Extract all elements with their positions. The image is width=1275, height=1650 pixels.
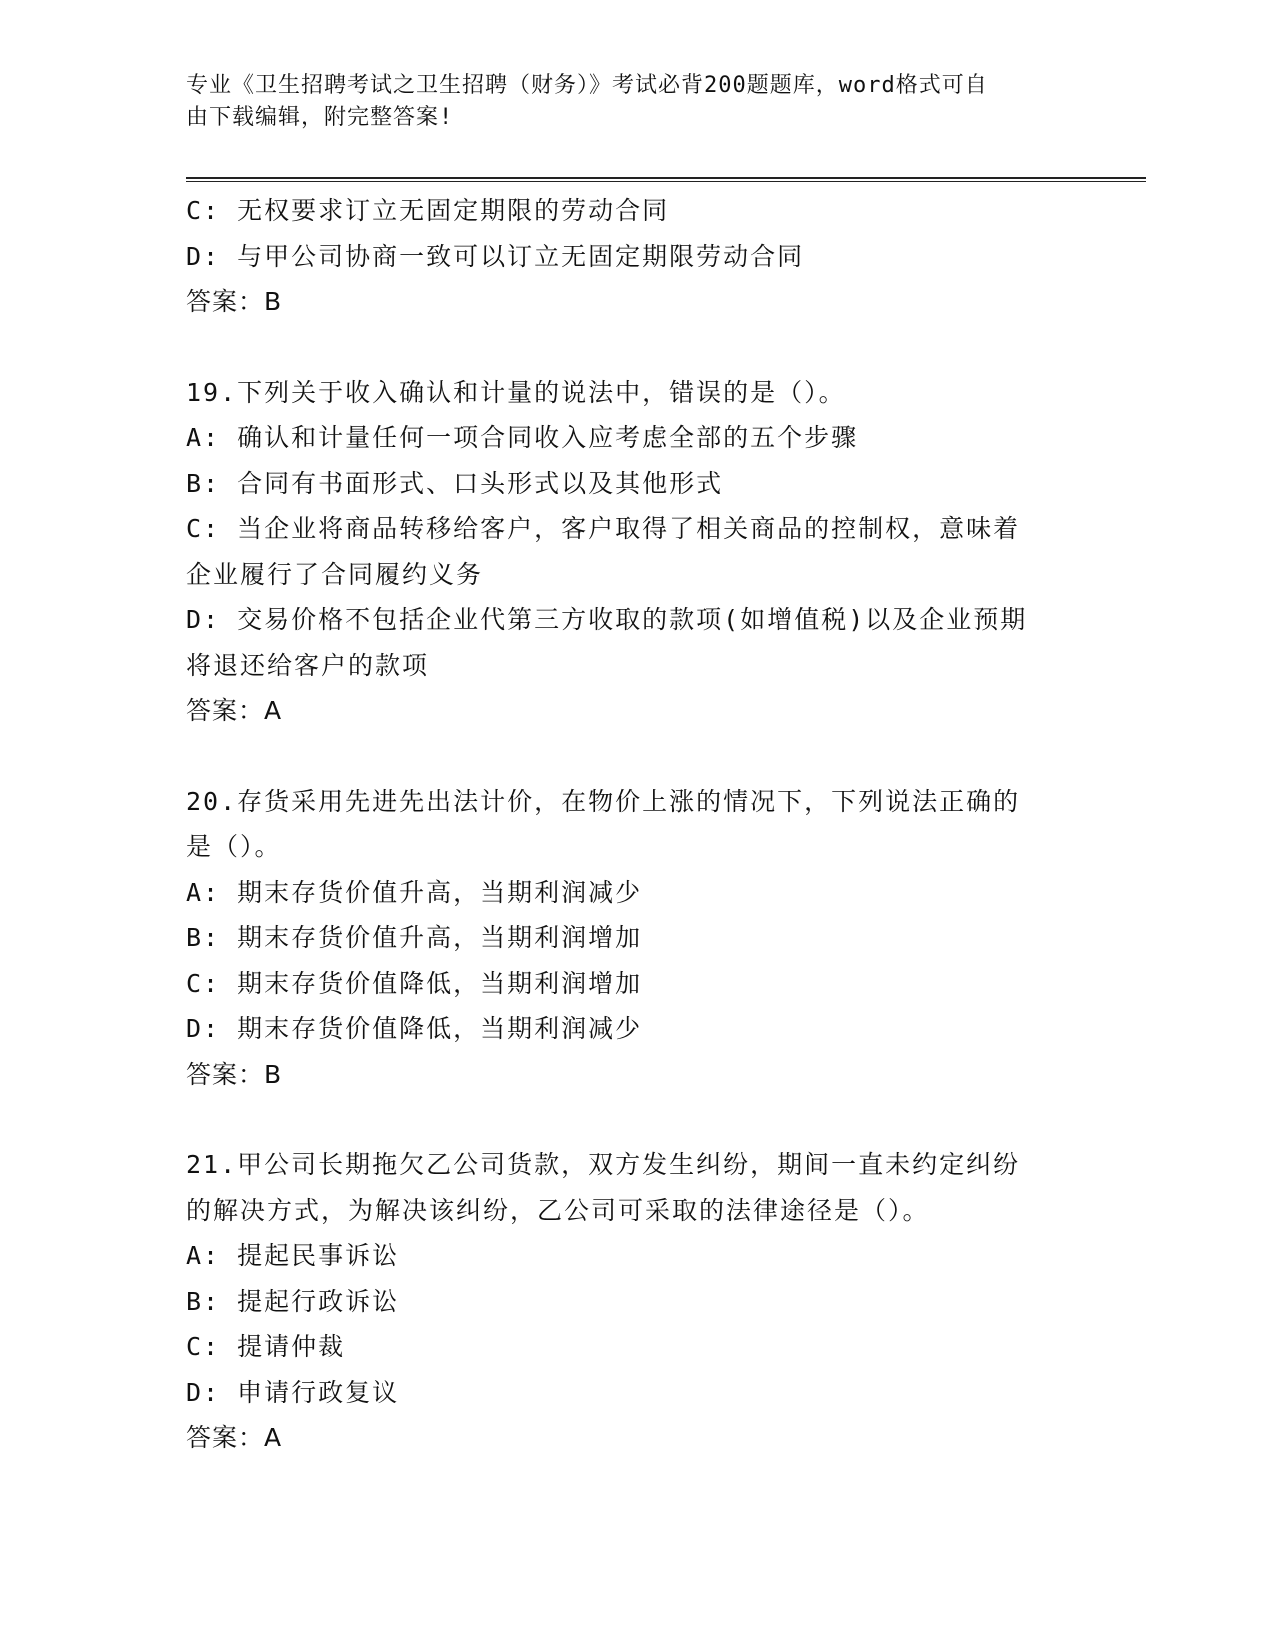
q18-option-c: C: 无权要求订立无固定期限的劳动合同 [186,196,670,225]
q21-option-b: B: 提起行政诉讼 [186,1286,400,1316]
header-line-1: 专业《卫生招聘考试之卫生招聘（财务）》考试必背200题题库，word格式可自 [186,73,988,98]
spacer [186,1097,1076,1142]
q20-option-d: D: 期末存货价值降低，当期利润减少 [186,1014,643,1043]
q19-option-a: A: 确认和计量任何一项合同收入应考虑全部的五个步骤 [186,423,859,452]
q19-answer: 答案：A [186,696,283,725]
q18-answer: 答案：B [186,287,283,316]
header-divider-thin [186,181,1146,182]
question-18-tail [186,188,1076,325]
q21-option-c: C: 提请仲裁 [186,1332,346,1361]
q21-answer: 答案：A [186,1423,283,1452]
question-content [186,188,1076,1461]
q20-option-c: C: 期末存货价值降低，当期利润增加 [186,968,643,998]
q18-option-d: D: 与甲公司协商一致可以订立无固定期限劳动合同 [186,241,805,271]
q19-option-c-line-2: 企业履行了合同履约义务 [186,559,484,589]
spacer [186,734,1076,779]
document-header [186,70,1066,134]
header-line-2: 由下载编辑，附完整答案! [186,105,454,130]
question-19 [186,370,1076,734]
q20-option-a: A: 期末存货价值升高，当期利润减少 [186,877,643,907]
q19-option-c-line-1: C: 当企业将商品转移给客户，客户取得了相关商品的控制权，意味着 [186,514,1021,543]
spacer [186,325,1076,370]
q20-stem-line-2: 是（）。 [186,832,282,861]
question-20 [186,779,1076,1098]
q20-stem-line-1: 20.存货采用先进先出法计价，在物价上涨的情况下，下列说法正确的 [186,786,1021,816]
q19-option-d-line-2: 将退还给客户的款项 [186,650,430,680]
q20-option-b: B: 期末存货价值升高，当期利润增加 [186,923,643,952]
q19-stem: 19.下列关于收入确认和计量的说法中，错误的是（）。 [186,377,846,407]
question-21 [186,1142,1076,1461]
q19-option-d-line-1: D: 交易价格不包括企业代第三方收取的款项(如增值税)以及企业预期 [186,605,1028,634]
q21-stem-line-2: 的解决方式，为解决该纠纷，乙公司可采取的法律途径是（）。 [186,1195,930,1225]
q20-answer: 答案：B [186,1059,283,1089]
q21-stem-line-1: 21.甲公司长期拖欠乙公司货款，双方发生纠纷，期间一直未约定纠纷 [186,1150,1021,1179]
q21-option-d: D: 申请行政复议 [186,1377,400,1407]
header-divider-thick [186,177,1146,179]
q19-option-b: B: 合同有书面形式、口头形式以及其他形式 [186,468,724,498]
q21-option-a: A: 提起民事诉讼 [186,1241,400,1270]
